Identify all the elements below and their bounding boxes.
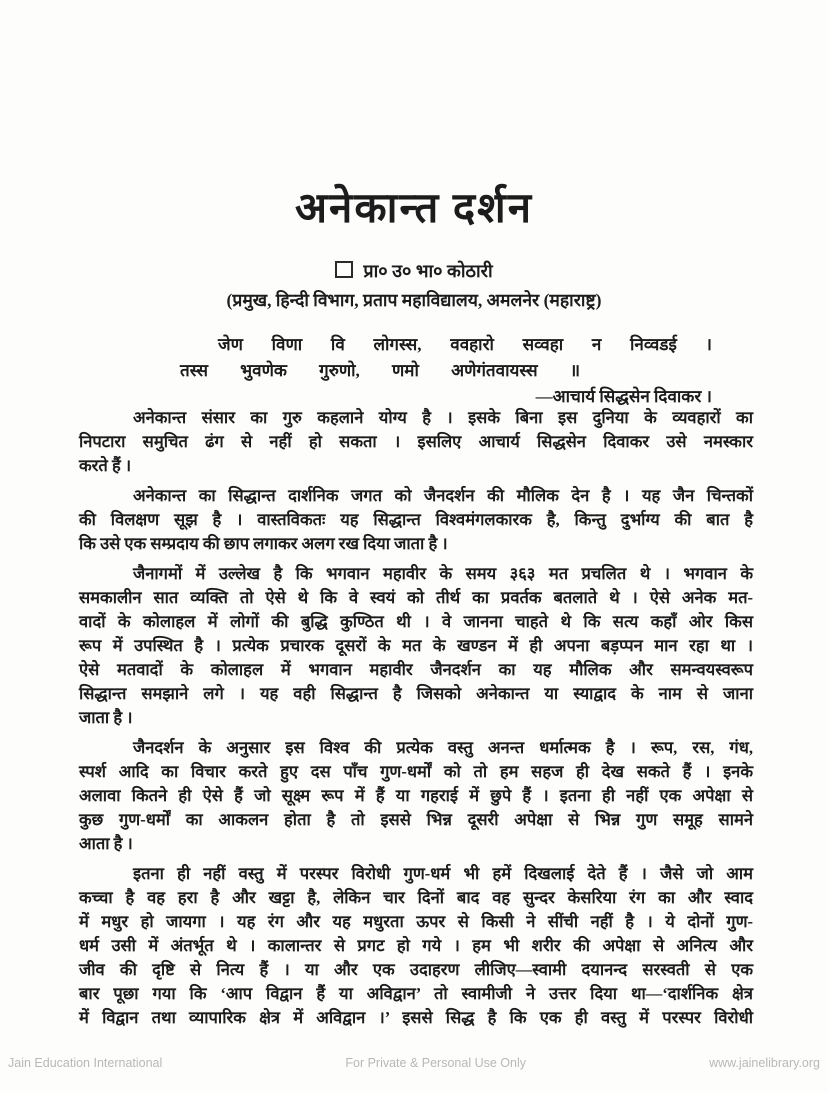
body-line: जीव की दृष्टि से नित्य हैं । या और एक उदाहरण लीजिए—स्वामी दयानन्द सरस्वती से एक — [79, 960, 753, 979]
verse-line: तस्स भुवणेक गुरुणो, णमो अणेगंतवायस्स ॥ — [180, 361, 580, 380]
invocation-verse — [180, 332, 712, 384]
body-line: इतना ही नहीं वस्तु में परस्पर विरोधी गुण-धर्म भी हमें दिखलाई देते हैं । जैसे जो आम — [133, 864, 753, 883]
body-line: कच्चा है वह हरा है और खट्टा है, लेकिन चार दिनों बाद वह सुन्दर केसरिया रंग का और स्वाद — [79, 888, 753, 907]
body-line: अलावा कितने ही ऐसे हैं जो सूक्ष्म रूप में हैं या गहराई में छुपे हैं । इतना ही नहीं एक अपेक्षा से — [79, 786, 753, 805]
body-line: सिद्धान्त समझाने लगे । यह वही सिद्धान्त है जिसको अनेकान्त या स्याद्वाद के नाम से जाना — [79, 684, 753, 703]
body-line: जैनदर्शन के अनुसार इस विश्व की प्रत्येक वस्तु अनन्त धर्मात्मक है । रूप, रस, गंध, — [133, 738, 753, 757]
body-line: ऐसे मतवादों के कोलाहल में भगवान महावीर जैनदर्शन का यह मौलिक और समन्वयस्वरूप — [79, 660, 753, 679]
paragraph — [79, 562, 753, 730]
body-line: अनेकान्त संसार का गुरु कहलाने योग्य है । इसके बिना इस दुनिया के व्यवहारों का — [133, 408, 753, 427]
body-line: स्पर्श आदि का विचार करते हुए दस पाँच गुण-धर्मों को तो हम सहज ही देख सकते हैं । इनके — [79, 762, 753, 781]
body-line: बार पूछा गया कि ‘आप विद्वान हैं या अविद्वान’ तो स्वामीजी ने उत्तर दिया था—‘दार्शनिक क्षेत्र — [79, 984, 753, 1003]
body-line: की विलक्षण सूझ है । वास्तविकतः यह सिद्धान्त विश्वमंगलकारक है, किन्तु दुर्भाग्य की बात है — [79, 510, 753, 529]
verse-line: जेण विणा वि लोगस्स, ववहारो सव्वहा न निव्वडई । — [218, 335, 712, 354]
body-line: वादों के कोलाहल में लोगों की बुद्धि कुण्ठित थी । वे जानना चाहते थे कि सत्य कहाँ ओर किस — [79, 612, 753, 631]
body-line: धर्म उसी में अंतर्भूत थे । कालान्तर से प्रगट हो गये । हम भी शरीर की अपेक्षा से अनित्य और — [79, 936, 753, 955]
body-line: अनेकान्त का सिद्धान्त दार्शनिक जगत को जैनदर्शन की मौलिक देन है । यह जैन चिन्तकों — [133, 486, 753, 505]
author-name: प्रा० उ० भा० कोठारी — [363, 261, 493, 281]
paragraph — [79, 484, 753, 556]
author-affiliation: (प्रमुख, हिन्दी विभाग, प्रताप महाविद्यालय, अमलनेर (महाराष्ट्र) — [226, 290, 602, 310]
footer-website: www.jainelibrary.org — [709, 1056, 820, 1070]
body-line: में विद्वान तथा व्यापारिक क्षेत्र में अविद्वान ।’ इससे सिद्ध है कि एक ही वस्तु में परस्पर विरोधी — [79, 1008, 753, 1027]
footer-usage-note: For Private & Personal Use Only — [345, 1056, 526, 1070]
body-line: कि उसे एक सम्प्रदाय की छाप लगाकर अलग रख दिया जाता है । — [79, 534, 448, 553]
body-line: निपटारा समुचित ढंग से नहीं हो सकता । इसलिए आचार्य सिद्धसेन दिवाकर उसे नमस्कार — [79, 432, 753, 451]
body-line: समकालीन सात व्यक्ति तो ऐसे थे कि वे स्वयं को तीर्थ का प्रवर्तक बतलाते थे । ऐसे अनेक मत- — [79, 588, 753, 607]
paragraph — [79, 862, 753, 1030]
page-title: अनेकान्त दर्शन — [294, 186, 534, 232]
body-line: कुछ गुण-धर्मों का आकलन होता है तो इससे भिन्न दूसरी अपेक्षा से भिन्न गुण समूह सामने — [79, 810, 753, 829]
body-line: जाता है । — [79, 708, 133, 727]
author-byline — [0, 259, 828, 283]
footer-publisher: Jain Education International — [8, 1056, 163, 1070]
body-line: रूप में उपस्थित है । प्रत्येक प्रचारक दूसरों के मत के खण्डन में ही अपना बड़प्पन मान रहा था । — [79, 636, 753, 655]
paragraph — [79, 406, 753, 478]
square-bullet-icon — [335, 261, 353, 278]
body-line: जैनागमों में उल्लेख है कि भगवान महावीर के समय ३६३ मत प्रचलित थे । भगवान के — [133, 564, 753, 583]
body-line: आता है । — [79, 834, 133, 853]
body-line: में मधुर हो जायगा । यह रंग और यह मधुरता ऊपर से किसी ने सींची नहीं है । ये दोनों गुण- — [79, 912, 753, 931]
verse-attribution: —आचार्य सिद्धसेन दिवाकर । — [535, 387, 712, 406]
paragraph — [79, 736, 753, 856]
body-line: करते हैं । — [79, 456, 132, 475]
article-body — [79, 406, 753, 1036]
scan-footer — [8, 1056, 820, 1070]
